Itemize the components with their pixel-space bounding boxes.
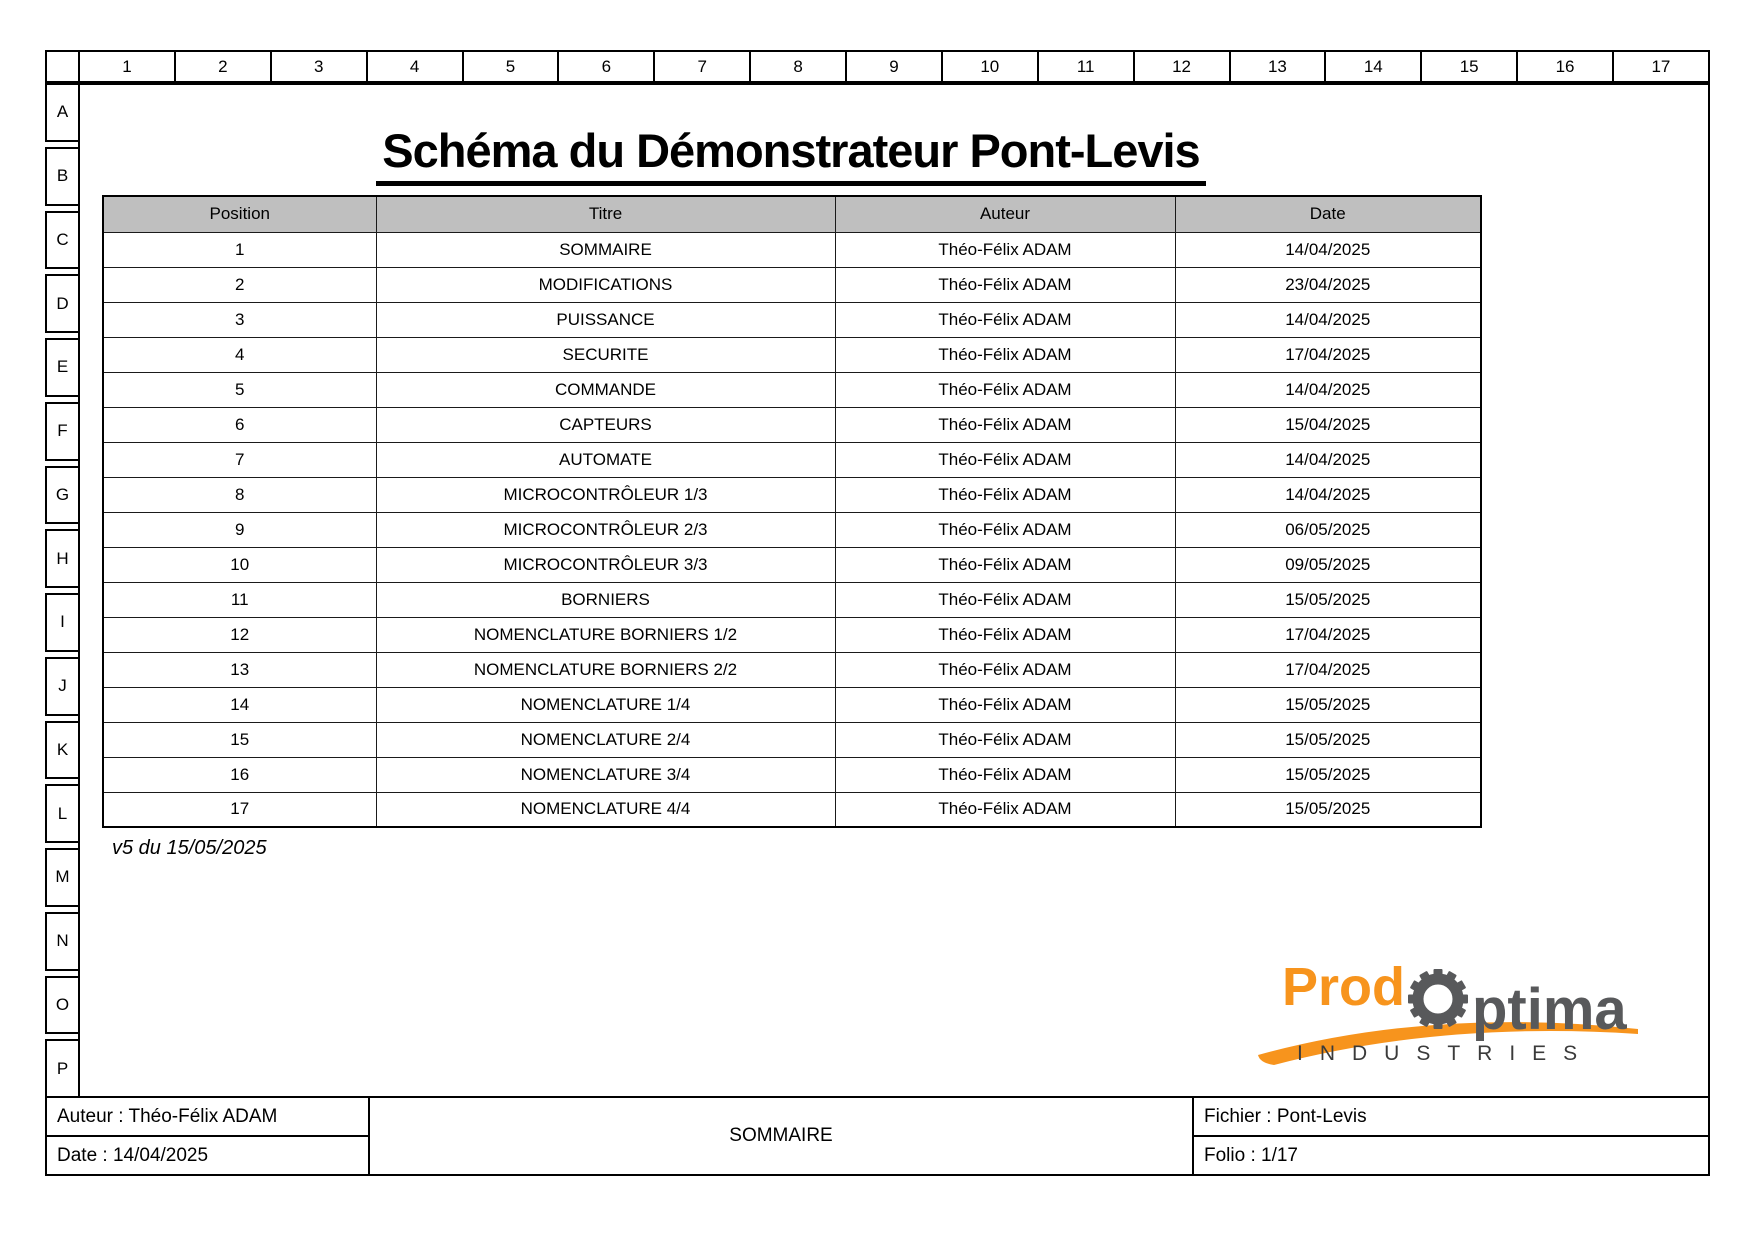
toc-row-14: [103, 687, 1481, 722]
toc-cell: Théo-Félix ADAM: [835, 512, 1175, 547]
toc-cell: CAPTEURS: [376, 407, 835, 442]
column-label-11: 11: [1037, 50, 1135, 83]
toc-cell: SECURITE: [376, 337, 835, 372]
row-label-H: H: [45, 529, 80, 588]
toc-cell: 3: [103, 302, 376, 337]
toc-cell: 17/04/2025: [1175, 617, 1481, 652]
column-label-6: 6: [557, 50, 655, 83]
toc-cell: COMMANDE: [376, 372, 835, 407]
column-header-titre: Titre: [376, 196, 835, 232]
toc-cell: 17: [103, 792, 376, 827]
toc-cell: Théo-Félix ADAM: [835, 407, 1175, 442]
toc-cell: MODIFICATIONS: [376, 267, 835, 302]
toc-cell: Théo-Félix ADAM: [835, 267, 1175, 302]
toc-cell: 13: [103, 652, 376, 687]
toc-cell: Théo-Félix ADAM: [835, 617, 1175, 652]
toc-cell: 5: [103, 372, 376, 407]
toc-cell: 17/04/2025: [1175, 337, 1481, 372]
toc-cell: MICROCONTRÔLEUR 1/3: [376, 477, 835, 512]
toc-cell: NOMENCLATURE BORNIERS 2/2: [376, 652, 835, 687]
toc-row-5: [103, 372, 1481, 407]
column-label-7: 7: [653, 50, 751, 83]
column-label-10: 10: [941, 50, 1039, 83]
row-label-D: D: [45, 274, 80, 333]
toc-row-4: [103, 337, 1481, 372]
toc-body: [103, 232, 1481, 827]
prodoptima-logo: [1252, 957, 1647, 1067]
toc-row-12: [103, 617, 1481, 652]
row-label-M: M: [45, 848, 80, 907]
toc-cell: Théo-Félix ADAM: [835, 232, 1175, 267]
toc-cell: 14/04/2025: [1175, 302, 1481, 337]
row-label-F: F: [45, 402, 80, 461]
toc-cell: 16: [103, 757, 376, 792]
column-label-3: 3: [270, 50, 368, 83]
row-label-N: N: [45, 912, 80, 971]
toc-cell: 11: [103, 582, 376, 617]
column-header-position: Position: [103, 196, 376, 232]
toc-cell: 1: [103, 232, 376, 267]
toc-cell: NOMENCLATURE BORNIERS 1/2: [376, 617, 835, 652]
toc-cell: MICROCONTRÔLEUR 3/3: [376, 547, 835, 582]
footer-file: Fichier : Pont-Levis: [1194, 1098, 1708, 1137]
toc-row-13: [103, 652, 1481, 687]
toc-cell: Théo-Félix ADAM: [835, 547, 1175, 582]
toc-cell: NOMENCLATURE 1/4: [376, 687, 835, 722]
toc-cell: Théo-Félix ADAM: [835, 792, 1175, 827]
toc-cell: MICROCONTRÔLEUR 2/3: [376, 512, 835, 547]
column-label-14: 14: [1324, 50, 1422, 83]
toc-row-17: [103, 792, 1481, 827]
column-label-13: 13: [1229, 50, 1327, 83]
toc-row-6: [103, 407, 1481, 442]
toc-cell: 14/04/2025: [1175, 232, 1481, 267]
row-label-I: I: [45, 593, 80, 652]
toc-cell: 23/04/2025: [1175, 267, 1481, 302]
row-label-J: J: [45, 657, 80, 716]
toc-cell: Théo-Félix ADAM: [835, 442, 1175, 477]
row-label-B: B: [45, 147, 80, 206]
title-block: [45, 1096, 1710, 1176]
column-label-17: 17: [1612, 50, 1710, 83]
toc-cell: 14/04/2025: [1175, 372, 1481, 407]
column-label-12: 12: [1133, 50, 1231, 83]
toc-cell: NOMENCLATURE 3/4: [376, 757, 835, 792]
row-label-A: A: [45, 83, 80, 142]
column-label-4: 4: [366, 50, 464, 83]
toc-cell: 9: [103, 512, 376, 547]
toc-cell: 10: [103, 547, 376, 582]
footer-sheet-name: SOMMAIRE: [368, 1096, 1194, 1176]
sheet-content: [78, 83, 1710, 1098]
toc-cell: 06/05/2025: [1175, 512, 1481, 547]
gear-icon: [1408, 969, 1468, 1029]
toc-row-16: [103, 757, 1481, 792]
column-ruler: [78, 50, 1710, 83]
toc-cell: 15: [103, 722, 376, 757]
toc-cell: NOMENCLATURE 4/4: [376, 792, 835, 827]
toc-cell: SOMMAIRE: [376, 232, 835, 267]
toc-cell: NOMENCLATURE 2/4: [376, 722, 835, 757]
footer-folio: Folio : 1/17: [1204, 1144, 1298, 1166]
title-block-file-box: [1192, 1096, 1710, 1176]
toc-row-9: [103, 512, 1481, 547]
schematic-sheet: [45, 50, 1710, 1176]
toc-cell: 15/05/2025: [1175, 757, 1481, 792]
toc-cell: 15/05/2025: [1175, 582, 1481, 617]
toc-header-row: [103, 196, 1481, 232]
row-ruler: [45, 83, 80, 1098]
toc-cell: Théo-Félix ADAM: [835, 757, 1175, 792]
column-label-1: 1: [78, 50, 176, 83]
toc-cell: 8: [103, 477, 376, 512]
logo-text-ptima: ptima: [1472, 977, 1627, 1042]
column-label-5: 5: [462, 50, 560, 83]
toc-cell: Théo-Félix ADAM: [835, 582, 1175, 617]
toc-row-7: [103, 442, 1481, 477]
footer-author: Auteur : Théo-Félix ADAM: [47, 1098, 368, 1137]
toc-cell: 15/04/2025: [1175, 407, 1481, 442]
grid-corner-cell: [45, 50, 80, 83]
toc-cell: 14: [103, 687, 376, 722]
toc-cell: Théo-Félix ADAM: [835, 337, 1175, 372]
page-title: Schéma du Démonstrateur Pont-Levis: [102, 123, 1480, 186]
toc-cell: PUISSANCE: [376, 302, 835, 337]
toc-cell: 15/05/2025: [1175, 722, 1481, 757]
row-label-P: P: [45, 1039, 80, 1098]
toc-cell: 14/04/2025: [1175, 442, 1481, 477]
toc-cell: AUTOMATE: [376, 442, 835, 477]
row-label-O: O: [45, 976, 80, 1035]
toc-cell: Théo-Félix ADAM: [835, 302, 1175, 337]
logo-subtitle: INDUSTRIES: [1297, 1042, 1595, 1065]
version-note: v5 du 15/05/2025: [112, 837, 267, 859]
toc-cell: 2: [103, 267, 376, 302]
toc-cell: Théo-Félix ADAM: [835, 652, 1175, 687]
column-label-16: 16: [1516, 50, 1614, 83]
row-label-E: E: [45, 338, 80, 397]
column-label-2: 2: [174, 50, 272, 83]
sommaire-table: [102, 195, 1482, 828]
toc-row-2: [103, 267, 1481, 302]
toc-cell: 6: [103, 407, 376, 442]
toc-cell: Théo-Félix ADAM: [835, 687, 1175, 722]
toc-cell: 15/05/2025: [1175, 792, 1481, 827]
toc-cell: 15/05/2025: [1175, 687, 1481, 722]
logo-text-prod: Prod: [1282, 957, 1406, 1017]
toc-cell: Théo-Félix ADAM: [835, 477, 1175, 512]
row-label-G: G: [45, 466, 80, 525]
toc-row-1: [103, 232, 1481, 267]
toc-cell: BORNIERS: [376, 582, 835, 617]
toc-cell: 7: [103, 442, 376, 477]
toc-row-3: [103, 302, 1481, 337]
toc-cell: 12: [103, 617, 376, 652]
column-label-9: 9: [845, 50, 943, 83]
column-label-15: 15: [1420, 50, 1518, 83]
toc-cell: Théo-Félix ADAM: [835, 372, 1175, 407]
row-label-C: C: [45, 211, 80, 270]
row-label-L: L: [45, 784, 80, 843]
toc-cell: Théo-Félix ADAM: [835, 722, 1175, 757]
toc-row-8: [103, 477, 1481, 512]
row-label-K: K: [45, 721, 80, 780]
column-header-date: Date: [1175, 196, 1481, 232]
toc-row-10: [103, 547, 1481, 582]
toc-cell: 17/04/2025: [1175, 652, 1481, 687]
toc-row-15: [103, 722, 1481, 757]
footer-date: Date : 14/04/2025: [57, 1144, 209, 1166]
title-block-author-box: [45, 1096, 370, 1176]
toc-cell: 14/04/2025: [1175, 477, 1481, 512]
toc-cell: 09/05/2025: [1175, 547, 1481, 582]
toc-row-11: [103, 582, 1481, 617]
column-label-8: 8: [749, 50, 847, 83]
toc-cell: 4: [103, 337, 376, 372]
column-header-auteur: Auteur: [835, 196, 1175, 232]
